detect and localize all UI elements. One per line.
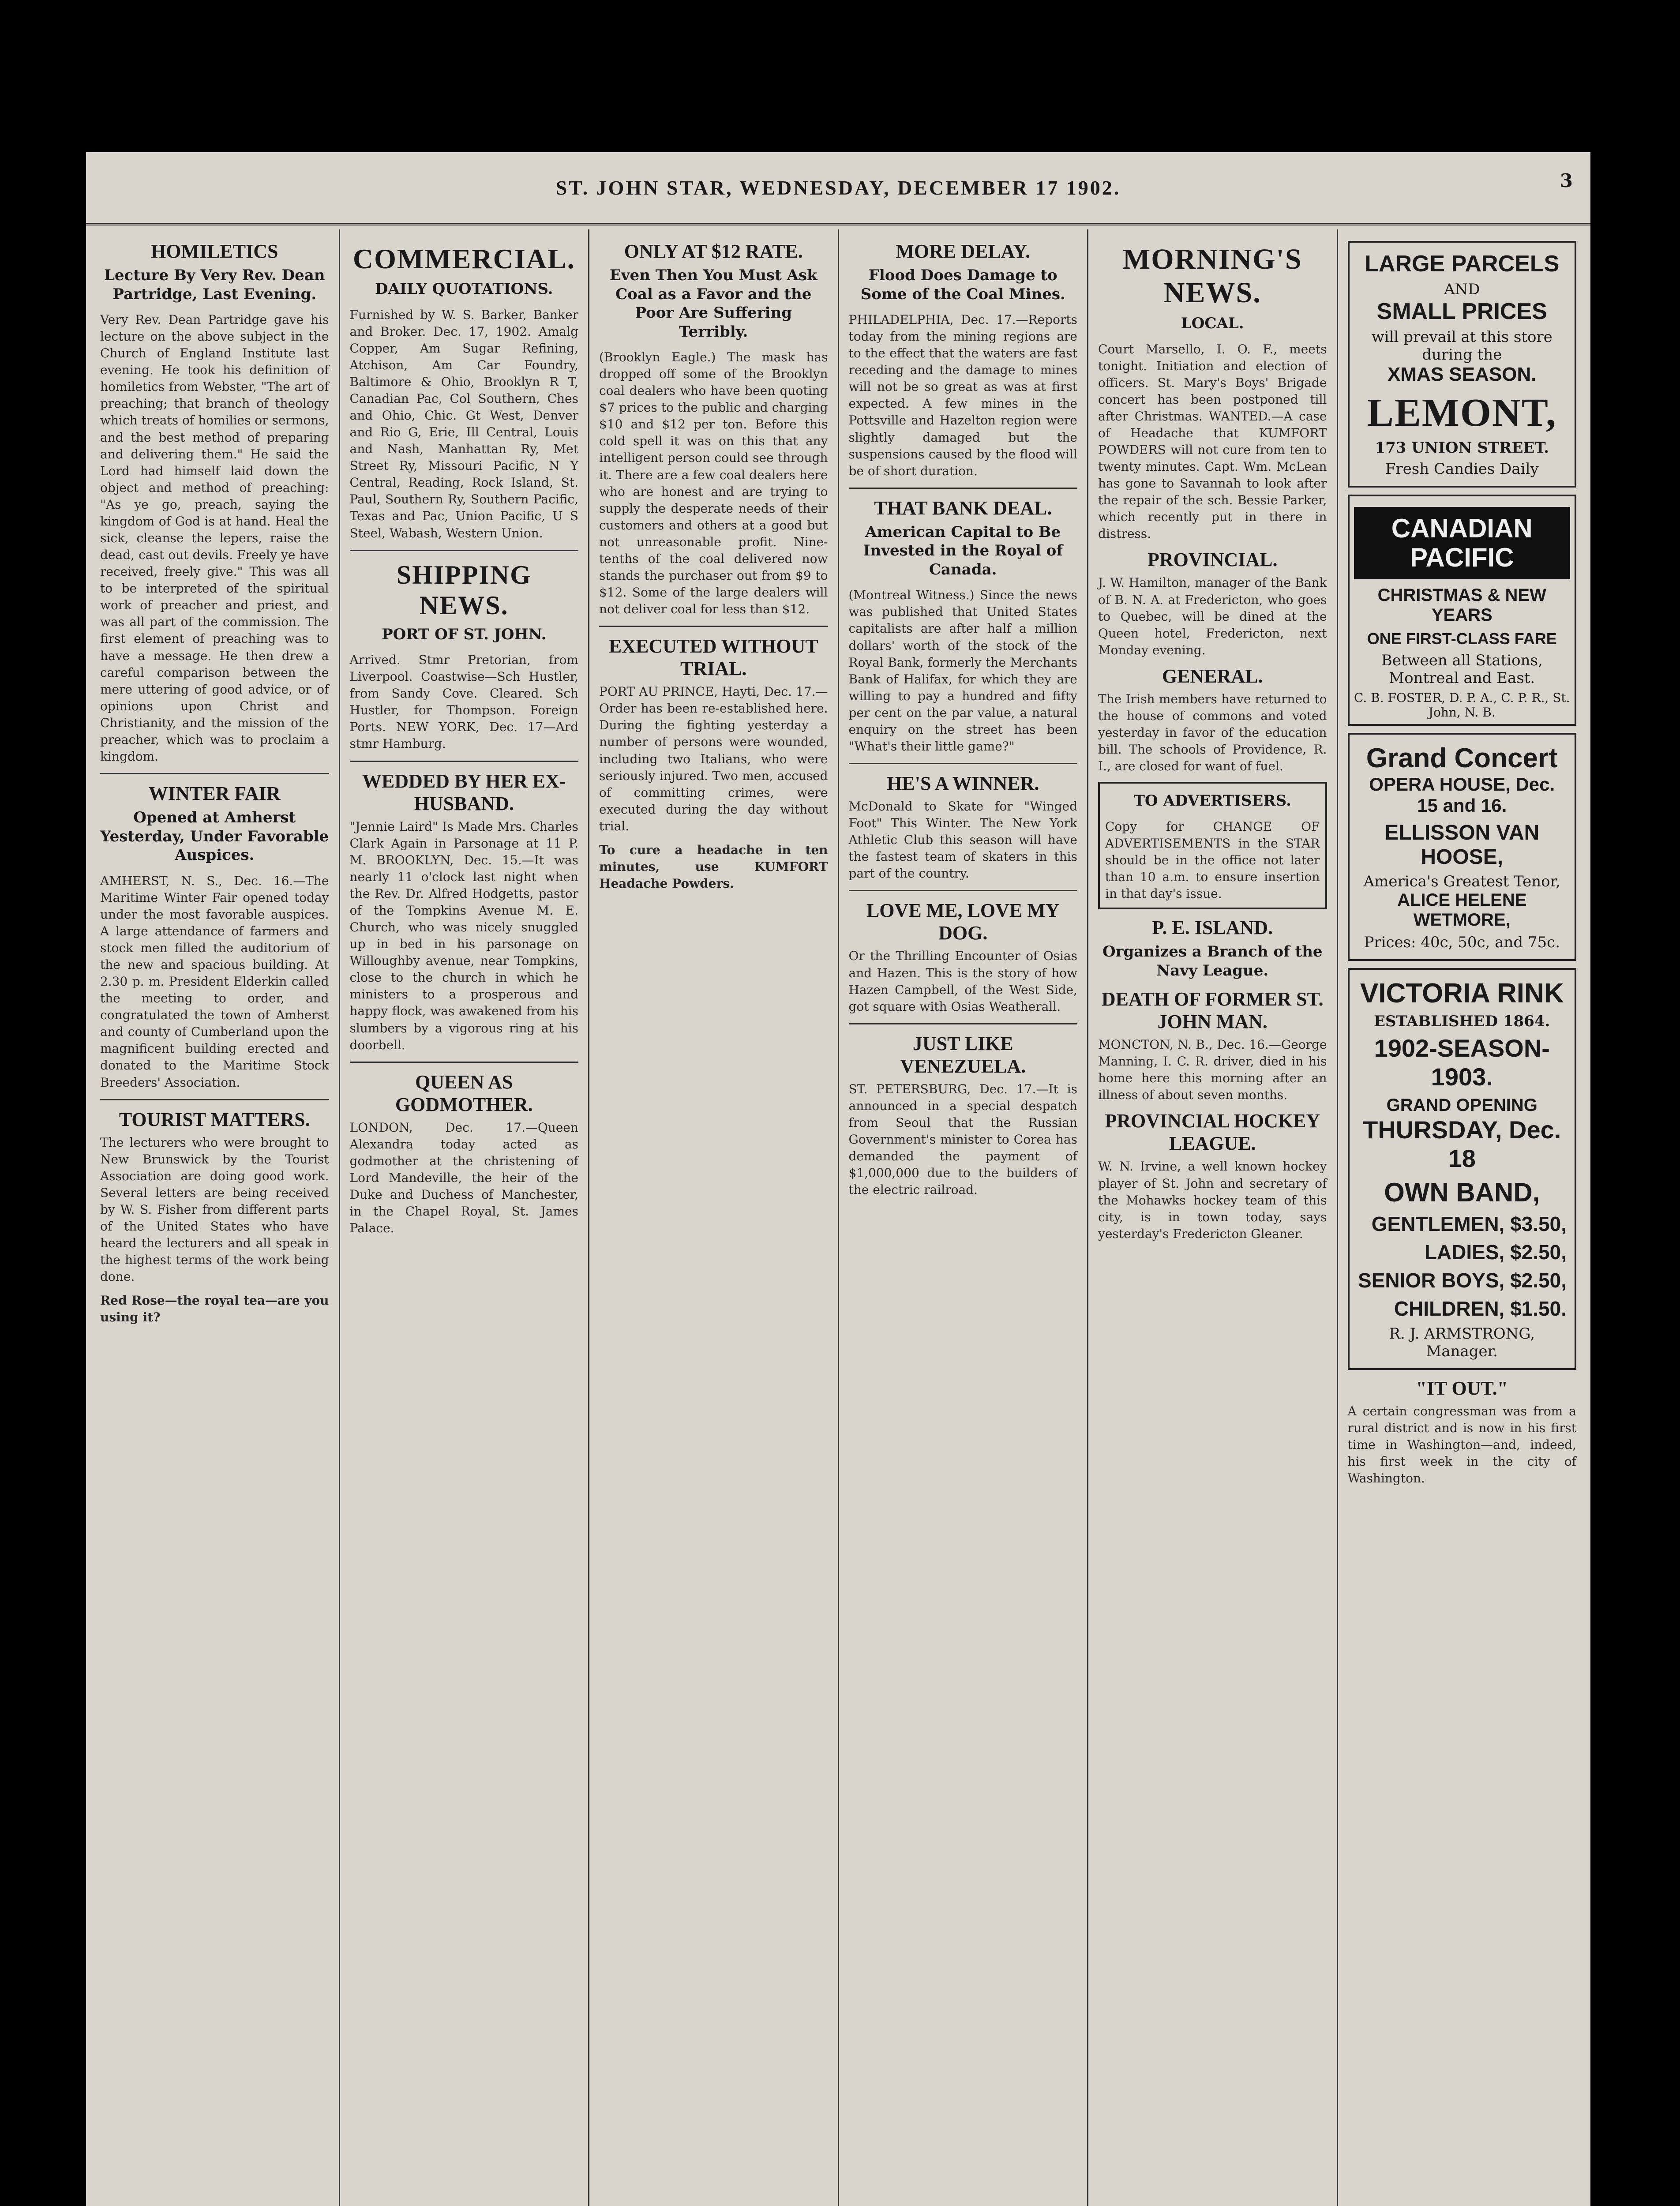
page-number: 3 — [1560, 170, 1573, 191]
ad-price: SENIOR BOYS, $2.50, — [1358, 1269, 1567, 1292]
article-body: AMHERST, N. S., Dec. 16.—The Maritime Winter Fair opened today under the most favorable auspices. A large attendance of farmers and stock men filled the auditorium of the new and spacious building. At 2.30 p. m. President Elderkin called the meeting to order, and congratulated the town of Amherst and county of Cumberland upon the magnificent building erected and donated to the Maritime Stock Breeders' Association. — [100, 873, 329, 1090]
ad-line: THURSDAY, Dec. 18 — [1363, 1116, 1561, 1172]
article-footer: Red Rose—the royal tea—are you using it? — [100, 1293, 329, 1325]
article-heading: P. E. ISLAND. — [1152, 917, 1273, 939]
section-heading: SHIPPING NEWS. — [396, 560, 532, 620]
ad-price: LADIES, $2.50, — [1424, 1241, 1567, 1264]
column-4 — [839, 229, 1089, 2206]
ad-line: will prevail at this store during the — [1371, 328, 1552, 364]
article-heading: "IT OUT." — [1416, 1377, 1508, 1399]
article-body: (Brooklyn Eagle.) The mask has dropped off some of the Brooklyn coal dealers who have been quoting $7 prices to the public and charging $10 and $12 per ton. Before this cold spell it was on this that any intelligent person could see through it. There are a few coal dealers here who are honest and are trying to supply the desperate needs of their customers and others at a good but not unreasonable profit. Nine-tenths of the coal delivered now stands the purchaser out from $9 to $12. Some of the large dealers will not deliver coal for less than $12. — [599, 350, 828, 617]
ad-line: GRAND OPENING — [1386, 1095, 1538, 1115]
notice-title: TO ADVERTISERS. — [1133, 792, 1291, 810]
divider — [350, 761, 579, 762]
ad-line: Between all Stations, Montreal and East. — [1381, 652, 1543, 687]
article-body: A certain congressman was from a rural district and is now in his first time in Washington—and, indeed, his first week in the city of Washington. — [1347, 1404, 1576, 1486]
ad-price: CHILDREN, $1.50. — [1394, 1297, 1567, 1320]
article-heading: MORE DELAY. — [896, 240, 1031, 262]
notice-box — [1098, 782, 1327, 909]
article-subheading: Organizes a Branch of the Navy League. — [1102, 943, 1323, 979]
masthead-title: ST. JOHN STAR, WEDNESDAY, DECEMBER 17 1902. — [555, 176, 1121, 199]
divider — [849, 890, 1078, 891]
column-5 — [1088, 229, 1338, 2206]
newspaper-page — [86, 152, 1590, 2206]
article-body: PHILADELPHIA, Dec. 17.—Reports today from the mining regions are to the effect that the waters are fast receding and the damage to mines will not be so great as was at first expected. A few mines in the Pottsville and Hazelton region were slightly damaged but the suspensions caused by the flood will be of short duration. — [848, 312, 1077, 478]
column-1 — [90, 229, 340, 2206]
notice-body: Copy for CHANGE OF ADVERTISEMENTS in the STAR should be in the office not later than 10 a.m. to ensure insertion in that day's issue. — [1105, 819, 1320, 901]
ad-line: R. J. ARMSTRONG, Manager. — [1389, 1325, 1535, 1360]
article-body: W. N. Irvine, a well known hockey player of St. John and secretary of the Mohawks hockey team of this city, is in town today, says yesterday's Fredericton Gleaner. — [1098, 1159, 1327, 1241]
column-2 — [340, 229, 590, 2206]
ad-victoria-rink — [1348, 968, 1577, 1370]
ad-line: AND — [1444, 281, 1480, 298]
masthead — [86, 152, 1590, 225]
divider — [849, 1023, 1078, 1024]
ad-line: CHRISTMAS & NEW YEARS — [1377, 585, 1546, 625]
ad-price: GENTLEMEN, $3.50, — [1371, 1212, 1567, 1235]
article-subheading: American Capital to Be Invested in the Royal of Canada. — [863, 523, 1063, 578]
article-heading: HOMILETICS — [150, 240, 278, 262]
column-6-ads — [1338, 229, 1586, 2206]
ad-line: ALICE HELENE WETMORE, — [1397, 890, 1527, 930]
article-heading: DEATH OF FORMER ST. JOHN MAN. — [1101, 988, 1324, 1033]
divider — [849, 488, 1078, 489]
article-heading: WEDDED BY HER EX-HUSBAND. — [362, 770, 566, 814]
shipping-body: Arrived. Stmr Pretorian, from Liverpool. Coastwise—Sch Hustler, from Sandy Cove. Cleared. Sch Hustler, for Thompson. Foreign Ports. NEW YORK, Dec. 17—Ard stmr Hamburg. — [349, 653, 578, 751]
ad-line: America's Greatest Tenor, — [1363, 873, 1560, 890]
ad-line: 1902-SEASON-1903. — [1374, 1034, 1550, 1091]
ad-lemont-parcels — [1348, 241, 1577, 488]
article-body: Or the Thrilling Encounter of Osias and Hazen. This is the story of how Hazen Campbell, of the West Side, got square with Osias Weatherall. — [848, 949, 1077, 1014]
section-subheading: PORT OF ST. JOHN. — [382, 625, 547, 643]
article-heading: LOVE ME, LOVE MY DOG. — [866, 900, 1060, 944]
article-body: LONDON, Dec. 17.—Queen Alexandra today acted as godmother at the christening of Lord Mandeville, the heir of the Duke and Duchess of Manchester, in the Chapel Royal, St. James Palace. — [349, 1120, 578, 1236]
ad-line: CANADIAN — [1391, 514, 1533, 543]
article-body: ST. PETERSBURG, Dec. 17.—It is announced in a special despatch from Seoul that the Russian Government's minister to Corea has demanded the payment of $1,000,000 due to the builders of the electric railroad. — [848, 1081, 1077, 1197]
section-subheading: PROVINCIAL. — [1147, 549, 1278, 571]
column-3 — [589, 229, 839, 2206]
article-body: The lecturers who were brought to New Brunswick by the Tourist Association are doing good work. Several letters are being received by W. S. Fisher from different parts of the United States who have heard the lecturers and all speak in the highest terms of the work being done. — [100, 1135, 329, 1284]
article-subheading: Lecture By Very Rev. Dean Partridge, Last Evening. — [104, 266, 325, 303]
section-heading: COMMERCIAL. — [352, 243, 575, 274]
ad-line: ONE FIRST-CLASS FARE — [1367, 630, 1557, 648]
quotations-body: Furnished by W. S. Barker, Banker and Broker. Dec. 17, 1902. Amalg Copper, Am Sugar Refining, Atchison, Am Car Foundry, Baltimore & Ohio, Brooklyn R T, Canadian Pac, Col Southern, Ches and Ohio, Chic. Gt West, Denver and Rio G, Erie, Ill Central, Louis and Nash, Manhattan Ry, Met Street Ry, Missouri Pacific, N Y Central, Reading, Rock Island, St. Paul, Southern Ry, Southern Pacific, Texas and Pac, Union Pacific, U S Steel, Wabash, Western Union. — [349, 307, 578, 540]
article-body: "Jennie Laird" Is Made Mrs. Charles Clark Again in Parsonage at 11 P. M. BROOKLYN, Dec. 15.—It was nearly 11 o'clock last night when the Rev. Dr. Alfred Hodgetts, pastor of the Tompkins Avenue M. E. Church, who was nicely snuggled up in bed in his parsonage on Willoughby avenue, near Tompkins, close to the church in which he ministers to a prosperous and happy flock, was awakened from his slumbers by a vigorous ring at his doorbell. — [349, 819, 578, 1052]
article-body: (Montreal Witness.) Since the news was published that United States capitalists are after half a million dollars' worth of the stock of the Royal Bank, formerly the Merchants Bank of Halifax, for which they are willing to pay a hundred and fifty per cent on the par value, a natural enquiry on the street has been "What's their little game?" — [848, 588, 1077, 754]
ad-banner — [1354, 507, 1571, 579]
ad-store-address: 173 UNION STREET. — [1375, 439, 1549, 457]
ad-line: OPERA HOUSE, Dec. 15 and 16. — [1369, 774, 1555, 816]
divider — [599, 626, 828, 627]
ad-line: PACIFIC — [1410, 543, 1514, 572]
article-subheading: Flood Does Damage to Some of the Coal Mines. — [860, 266, 1065, 303]
section-subheading: DAILY QUOTATIONS. — [375, 280, 553, 298]
ad-tagline: Fresh Candies Daily — [1385, 460, 1539, 478]
ad-store-name: LEMONT, — [1367, 391, 1557, 435]
ad-line: SMALL PRICES — [1376, 299, 1547, 324]
article-body: McDonald to Skate for "Winged Foot" This Winter. The New York Athletic Club this season will have the fastest team of skaters in this part of the country. — [848, 799, 1077, 881]
article-heading: HE'S A WINNER. — [887, 773, 1039, 795]
ad-line: XMAS SEASON. — [1388, 364, 1537, 385]
ad-line: Prices: 40c, 50c, and 75c. — [1364, 934, 1560, 951]
general-news-body: The Irish members have returned to the house of commons and voted yesterday in favor of the education bill. The schools of Providence, R. I., are closed for want of fuel. — [1098, 691, 1327, 774]
local-news-body: Court Marsello, I. O. F., meets tonight. Initiation and election of officers. St. Mary's Boys' Brigade concert has been postponed till after Christmas. WANTED.—A case of Headache that KUMFORT POWDERS will not cure from ten to twenty minutes. Capt. Wm. McLean has gone to Savannah to look after the repair of the sch. Bessie Parker, which recently put in there in distress. — [1098, 341, 1327, 541]
ad-line: OWN BAND, — [1384, 1178, 1540, 1207]
article-heading: JUST LIKE VENEZUELA. — [900, 1032, 1026, 1077]
article-subheading: Even Then You Must Ask Coal as a Favor and the Poor Are Suffering Terribly. — [609, 266, 818, 341]
section-subheading: GENERAL. — [1162, 665, 1263, 687]
ad-line: C. B. FOSTER, D. P. A., C. P. R., St. John, N. B. — [1354, 690, 1570, 720]
ad-line: VICTORIA RINK — [1360, 978, 1564, 1009]
provincial-news-body: J. W. Hamilton, manager of the Bank of B. N. A. at Fredericton, who goes to Quebec, will be dined at the Queen hotel, Fredericton, next Monday evening. — [1098, 575, 1327, 657]
article-heading: EXECUTED WITHOUT TRIAL. — [608, 635, 818, 680]
divider — [849, 763, 1078, 764]
article-heading: THAT BANK DEAL. — [874, 497, 1052, 519]
article-subheading: Opened at Amherst Yesterday, Under Favorable Auspices. — [100, 809, 329, 864]
divider — [100, 773, 329, 774]
ad-line: ESTABLISHED 1864. — [1374, 1013, 1550, 1030]
article-heading: QUEEN AS GODMOTHER. — [395, 1071, 533, 1115]
article-heading: TOURIST MATTERS. — [119, 1108, 310, 1130]
divider — [350, 1062, 579, 1063]
columns — [90, 229, 1586, 2206]
divider — [100, 1099, 329, 1100]
article-heading: PROVINCIAL HOCKEY LEAGUE. — [1105, 1110, 1320, 1155]
ad-line: ELLISSON VAN HOOSE, — [1384, 821, 1540, 869]
article-body: MONCTON, N. B., Dec. 16.—George Manning, I. C. R. driver, died in his home here this morning after an illness of about seven months. — [1098, 1037, 1327, 1103]
ad-line: Grand Concert — [1366, 743, 1558, 773]
article-footer: To cure a headache in ten minutes, use KUMFORT Headache Powders. — [599, 842, 828, 891]
ad-grand-concert — [1348, 733, 1577, 961]
ad-line: LARGE PARCELS — [1365, 251, 1560, 277]
article-heading: ONLY AT $12 RATE. — [624, 240, 803, 262]
section-subheading: LOCAL. — [1181, 315, 1244, 332]
article-body: PORT AU PRINCE, Hayti, Dec. 17.—Order has been re-established here. During the fighting yesterday a number of persons were wounded, including two Italians, who were seriously injured. Two men, accused of committing crimes, were executed during the day without trial. — [599, 684, 828, 833]
article-heading: WINTER FAIR — [148, 783, 281, 805]
article-body: Very Rev. Dean Partridge gave his lecture on the above subject in the Church of England Institute last evening. He took his definition of homiletics from Webster, "The art of preaching; that branch of theology which treats of homilies or sermons, and the best method of preparing and delivering them." He said the Lord had himself laid down the object and method of preaching: "As ye go, preach, saying the kingdom of God is at hand. Heal the sick, cleanse the lepers, raise the dead, cast out devils. Freely ye have received, freely give." This was all to be interpreted of the spiritual work of preacher and priest, and was all part of the commission. The first element of preaching was to have a message. He then drew a careful comparison between the mere uttering of good advice, or of opinions upon Christ and Christianity, and the mission of the preacher, which was to proclaim a kingdom. — [100, 312, 329, 764]
divider — [350, 550, 579, 551]
section-heading: MORNING'S NEWS. — [1122, 243, 1302, 309]
ad-canadian-pacific — [1348, 495, 1577, 726]
